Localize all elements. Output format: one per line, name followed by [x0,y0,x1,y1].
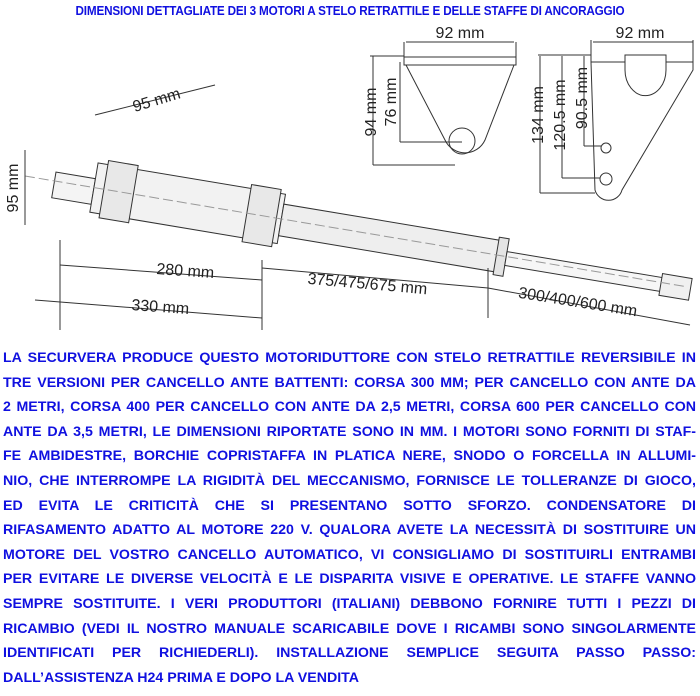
stroke-label: 300/400/600 mm [517,284,639,321]
description-line: TRE VERSIONI PER CANCELLO ANTE BATTENTI: CORSA 300 MM; PER CANCELLO CON ANTE DA [3,374,696,391]
bracket2-height-label: 134 mm [530,86,547,144]
total-length-label: 330 mm [130,297,190,319]
description-line: PER EVITARE LE DIVERSE VELOCITÀ E LE DISPARITA VISIVE E OPERATIVE. LE STAFFE VANNO [3,571,696,588]
closed-length-label: 375/475/675 mm [306,270,428,299]
description-line: IDENTIFICATI PER RICHIEDERLI). INSTALLAZIONE SEMPLICE SEGUITA PASSO PASSO: [3,645,696,662]
bracket2-hole2-label: 90.5 mm [574,66,591,130]
bracket1-height-label: 94 mm [363,87,380,137]
description-line: ANTE DA 3,5 METRI, LE DIMENSIONI RIPORTATE SONO IN MM. I MOTORI SONO FORNITI DI STAF- [3,423,696,440]
description-line: ED EVITA LE CRITICITÀ CHE SI PRESENTANO SOTTO SFORZO. CONDENSATORE DI [3,497,696,514]
description-line: MOTORE DEL VOSTRO CANCELLO AUTOMATICO, VI CONSIGLIAMO DI SOSTITUIRLI ENTRAMBI [3,546,696,563]
page-title: DIMENSIONI DETTAGLIATE DEI 3 MOTORI A STELO RETRATTILE E DELLE STAFFE DI ANCORAGGIO [75,4,625,18]
body-length-label: 280 mm [155,261,215,283]
description-line: RIFASAMENTO ADATTO AL MOTORE 220 V. QUALORA AVETE LA NECESSITÀ DI SOSTITUIRE UN [3,522,696,539]
bracket2-hole1-label: 120.5 mm [552,79,569,151]
product-description [3,346,696,690]
description-line: LA SECURVERA PRODUCE QUESTO MOTORIDUTTORE CON STELO RETRATTILE REVERSIBILE IN [3,350,696,366]
description-line: RICAMBIO (VEDI IL NOSTRO MANUALE SCARICABILE DOVE I RICAMBI SONO SINGOLARMENTE [3,620,696,637]
description-line: DALL’ASSISTENZA H24 PRIMA E DOPO LA VENDITA [3,669,360,686]
description-line: NIO, CHE INTERROMPE LA RIGIDITÀ DEL MECCANISMO, FORNISCE LE TOLLERANZE DI GIOCO, [3,472,696,489]
motor-height-label: 95 mm [5,163,22,213]
technical-drawing [0,0,700,340]
motor-width-label: 95 mm [130,85,183,116]
bracket2-width-label: 92 mm [615,25,665,42]
description-line: SEMPRE SOSTITUITE. I VERI PRODUTTORI (ITALIANI) DEBBONO FORNIRE TUTTI I PEZZI DI [3,595,696,612]
description-line: 2 METRI, CORSA 400 PER CANCELLO CON ANTE DA 2,5 METRI, CORSA 600 PER CANCELLO CON [3,399,696,416]
bracket1-hole-label: 76 mm [383,77,400,127]
description-line: FE AMBIDESTRE, BORCHIE COPRISTAFFA IN PLATICA NERE, SNODO O FORCELLA IN ALLUMI- [3,448,696,465]
bracket1-width-label: 92 mm [435,25,485,42]
